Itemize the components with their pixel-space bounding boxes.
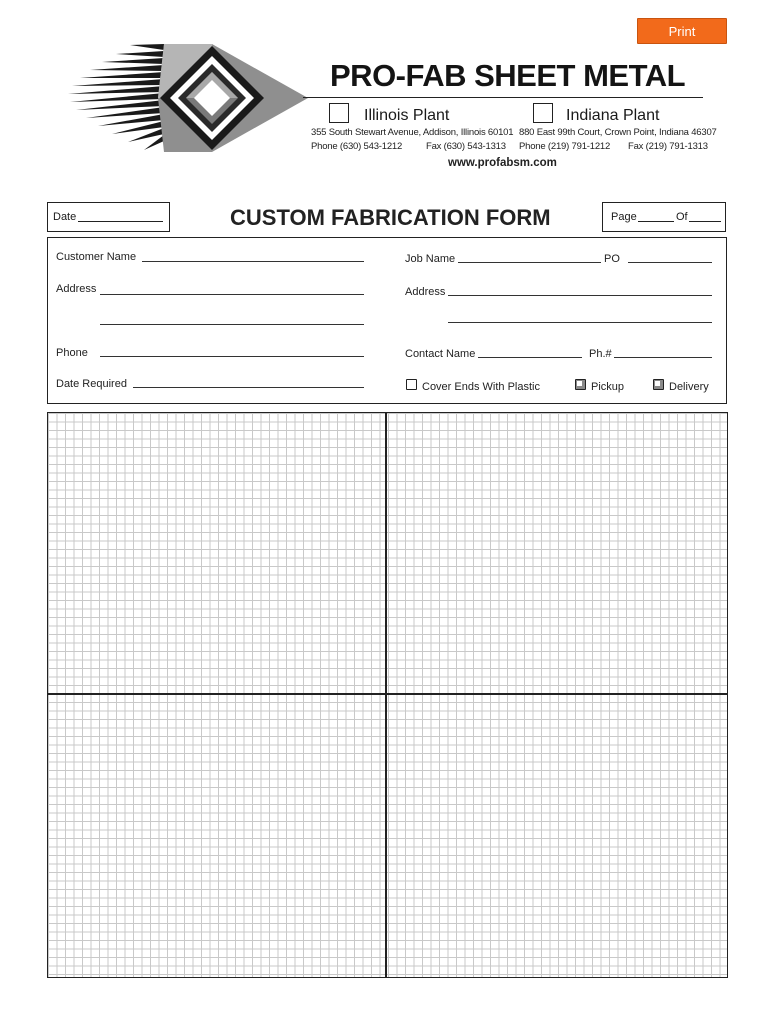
print-button[interactable]: Print — [637, 18, 727, 44]
page-field-box — [602, 202, 726, 232]
indiana-plant-checkbox[interactable] — [533, 103, 553, 123]
illinois-plant-label: Illinois Plant — [364, 107, 450, 124]
address-right-label: Address — [405, 286, 446, 298]
grid-horizontal-divider — [47, 693, 728, 695]
date-required-label: Date Required — [56, 378, 127, 390]
customer-name-field[interactable] — [142, 261, 364, 262]
contact-name-field[interactable] — [478, 357, 582, 358]
indiana-plant-label: Indiana Plant — [566, 107, 660, 124]
indiana-address: 880 East 99th Court, Crown Point, Indiana 46307 — [519, 127, 717, 138]
illinois-address: 355 South Stewart Avenue, Addison, Illinois 60101 — [311, 127, 514, 138]
page-label: Page — [611, 211, 637, 223]
cover-ends-label: Cover Ends With Plastic — [422, 381, 540, 393]
customer-name-label: Customer Name — [56, 251, 137, 263]
po-field[interactable] — [628, 262, 712, 263]
grid-vertical-divider — [385, 412, 387, 978]
po-label: PO — [604, 253, 620, 265]
diamond-cube-logo-icon — [68, 42, 310, 154]
indiana-fax: Fax (219) 791-1313 — [628, 141, 708, 152]
pickup-checkbox[interactable] — [575, 379, 586, 390]
address-right-field-2[interactable] — [448, 322, 712, 323]
header-rule — [303, 97, 703, 98]
of-label: Of — [676, 211, 688, 223]
contact-name-label: Contact Name — [405, 348, 476, 360]
delivery-label: Delivery — [669, 381, 709, 393]
date-required-field[interactable] — [133, 387, 364, 388]
of-field[interactable] — [689, 221, 721, 222]
date-label: Date — [53, 211, 77, 223]
address-left-field[interactable] — [100, 294, 364, 295]
illinois-phone: Phone (630) 543-1212 — [311, 141, 403, 152]
page-field[interactable] — [638, 221, 674, 222]
job-name-label: Job Name — [405, 253, 456, 265]
drawing-grid[interactable] — [47, 412, 728, 978]
date-field[interactable] — [78, 221, 163, 222]
address-right-field[interactable] — [448, 295, 712, 296]
date-field-box — [47, 202, 170, 232]
phone-field[interactable] — [100, 356, 364, 357]
indiana-phone: Phone (219) 791-1212 — [519, 141, 611, 152]
illinois-plant-checkbox[interactable] — [329, 103, 349, 123]
pickup-label: Pickup — [591, 381, 625, 393]
job-name-field[interactable] — [458, 262, 601, 263]
phone-label: Phone — [56, 347, 88, 359]
form-title: CUSTOM FABRICATION FORM — [230, 205, 551, 230]
ph-field[interactable] — [614, 357, 712, 358]
company-name: PRO-FAB SHEET METAL — [330, 58, 686, 93]
illinois-fax: Fax (630) 543-1313 — [426, 141, 506, 152]
address-left-field-2[interactable] — [100, 324, 364, 325]
customer-info-section — [47, 237, 727, 404]
address-left-label: Address — [56, 283, 97, 295]
delivery-checkbox[interactable] — [653, 379, 664, 390]
website: www.profabsm.com — [448, 157, 557, 169]
ph-label: Ph.# — [589, 348, 612, 360]
cover-ends-checkbox[interactable] — [406, 379, 417, 390]
